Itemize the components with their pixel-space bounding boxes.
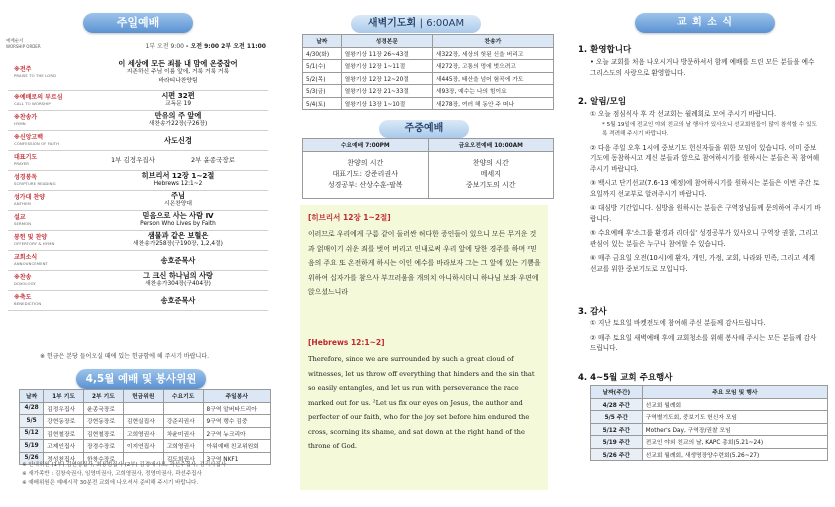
table-cell: 정성천집사 <box>44 452 84 465</box>
korean-scripture-ref: [히브리서 12장 1~2절] <box>308 213 391 222</box>
liturgy-item-subtitle: OFFERTORY & HYMN <box>14 241 55 246</box>
table-row <box>303 97 554 110</box>
duty-header: 4,5월 예배 및 봉사위원 <box>76 369 206 389</box>
wed-service-lines: 찬양의 시간 대표기도: 강준리권사 성경공부: 산상수훈-팔복 <box>303 151 429 198</box>
liturgy-item-subtitle: SERMON <box>14 221 32 226</box>
table-row <box>591 436 828 449</box>
footnote: ※ 새가족반 : 김창숙권사, 임영미권사, 고희영권사, 정영미권사, 곽선주집사 <box>22 471 202 477</box>
liturgy-item <box>8 130 268 151</box>
liturgy-detail: 바라티나찬양팀 <box>158 77 198 84</box>
table-cell: Mother's Day, 구역장/권찰 모임 <box>642 423 827 436</box>
church-news-header: 교 회 소 식 <box>635 13 775 33</box>
thanks-title: 3. 감사 <box>578 307 607 317</box>
notice-item: ④ 대심방 기간입니다. 심방을 원하시는 분들은 구역장님들께 문의하여 주시기 바랍니다. <box>590 204 821 223</box>
liturgy-detail: 샘물과 같은 보혈은 <box>147 231 209 240</box>
notice-item: ⑤ 수요예배 후'소그룹 환경과 리더십' 성경공부가 있사오니 구역장 권찰, 그리고 관심이 있는 분들은 누구나 참여할 수 있습니다. <box>590 229 818 248</box>
table-cell: 8구역 알버타드리아 <box>203 402 270 415</box>
liturgy-detail: 시온찬양대 <box>164 201 192 207</box>
english-scripture-ref: [Hebrews 12:1~2] <box>308 338 385 347</box>
fri-service-lines: 찬양의 시간 메세지 중보기도의 시간 <box>428 151 554 198</box>
table-cell: 강현동장로 <box>84 415 124 428</box>
table-row <box>303 47 554 60</box>
events-title: 4. 4~5월 교회 주요행사 <box>578 373 673 383</box>
news-column <box>570 0 835 507</box>
liturgy-item-title: ※찬송가 <box>14 114 38 121</box>
welcome-text: • 오늘 교회를 처음 나오시거나 방문하셔서 함께 예배를 드린 모든 분들을 예수 그리스도의 사랑으로 환영합니다. <box>590 58 815 77</box>
liturgy-item-title: 성가대 찬양 <box>14 194 46 201</box>
notice-title: 2. 알림/모임 <box>578 97 627 107</box>
liturgy-item-subtitle: CONFESSION OF FAITH <box>14 141 60 146</box>
table-cell: 4/30(화) <box>303 47 342 60</box>
table-header-cell: 주요 모임 및 행사 <box>642 386 827 399</box>
table-cell: 이지연집사 <box>123 440 163 453</box>
korean-scripture-text: 이러므로 우리에게 구름 같이 둘러싼 허다한 증인들이 있으니 모든 무거운 것과 얽매이기 쉬운 죄를 벗어 버리고 인내로써 우리 앞에 당한 경주를 하며 ²믿음의 주요 또 온전하게 하시는 이인 예수를 바라보자 그는 그 앞에 있는 기쁨을 위하여 십자가를 참으사 부끄러움을 개의치 아니하시더니 하나님 보좌 우편에 앉으셨느니라 <box>308 230 541 296</box>
order-label-kr: 예배순서 <box>6 39 24 44</box>
table-cell: 5/5 주간 <box>591 411 643 424</box>
table-header-cell: 수요기도 <box>163 390 203 403</box>
table-cell <box>163 402 203 415</box>
liturgy-item <box>8 90 268 111</box>
table-cell: 열왕기상 12장 12~20절 <box>341 72 432 85</box>
table-row <box>20 427 271 440</box>
table-cell: 김정우집사 <box>44 402 84 415</box>
liturgy-detail: 주님 <box>171 191 185 200</box>
thanks-item: ② 매주 토요일 새벽예배 후에 교회청소를 위해 봉사해 주시는 모든 분들께 감사드립니다. <box>590 333 817 352</box>
liturgy-item <box>8 190 268 211</box>
table-row <box>303 60 554 73</box>
table-header-cell: 날짜 <box>303 35 342 48</box>
liturgy-item <box>8 270 268 291</box>
table-cell: 5/4(토) <box>303 97 342 110</box>
table-cell: 5/26 <box>20 452 44 465</box>
table-header-cell: 헌금위원 <box>123 390 163 403</box>
liturgy-item-subtitle: ANNOUNCEMENT <box>14 261 48 266</box>
liturgy-item-subtitle: PRAISE TO THE LORD <box>14 73 57 78</box>
liturgy-detail: 1부 김정우집사 <box>111 155 155 164</box>
table-header-cell: 찬송가 <box>432 35 553 48</box>
table-cell: 아워예배 친교위원회 <box>203 440 270 453</box>
table-header-cell: 1부 기도 <box>44 390 84 403</box>
table-row <box>303 85 554 98</box>
liturgy-item-title: ※전주 <box>14 66 32 73</box>
wed-service-label: 수요예배 7:00PM <box>303 139 429 152</box>
table-cell: 김도희권사 <box>163 452 203 465</box>
table-cell: 새322장, 세상의 헛된 신을 버리고 <box>432 47 553 60</box>
table-cell: 강준리권사 <box>163 415 203 428</box>
duty-table <box>19 389 271 465</box>
liturgy-item-title: ※축도 <box>14 294 32 301</box>
table-cell: 5/3(금) <box>303 85 342 98</box>
table-cell: 윤종국장로 <box>84 402 124 415</box>
table-cell: 열왕기상 13장 1~10절 <box>341 97 432 110</box>
table-row <box>591 423 828 436</box>
liturgy-item <box>8 54 268 91</box>
liturgy-item-title: 설교 <box>14 214 26 221</box>
table-header-cell: 날짜(주간) <box>591 386 643 399</box>
liturgy-detail: 2부 윤종국장로 <box>191 155 235 164</box>
scripture-box <box>300 205 548 490</box>
liturgy-detail: 송호준목사 <box>160 255 196 265</box>
table-row <box>20 440 271 453</box>
liturgy-item-title: ※찬송 <box>14 274 32 281</box>
table-cell: 차윤미권사 <box>163 427 203 440</box>
liturgy-item-title: 교회소식 <box>14 254 38 261</box>
worship-column <box>0 0 280 507</box>
liturgy-detail: 히브리서 12장 1~2절 <box>141 171 215 180</box>
table-cell: 고제인집사 <box>44 440 84 453</box>
fri-service-label: 금요오전예배 10:00AM <box>428 139 554 152</box>
dawn-prayer-table <box>302 34 554 110</box>
table-header-cell: 날짜 <box>20 390 44 403</box>
thanks-list <box>590 318 822 358</box>
table-cell: 장경수장로 <box>84 440 124 453</box>
table-cell: 5/2(목) <box>303 72 342 85</box>
midweek-header: 주중예배 <box>379 120 469 138</box>
table-cell: 2구역 뉴크리아 <box>203 427 270 440</box>
liturgy-item-subtitle: ANTHEM <box>14 201 31 206</box>
table-cell: 5/1(수) <box>303 60 342 73</box>
table-cell: 새445장, 태산을 넘어 험곡에 가도 <box>432 72 553 85</box>
notice-item: ② 다음 주일 오후 1시에 중보기도 헌신자들을 위한 모임이 있습니다. 이미 중보기도에 동참하시고 계신 분들과 앞으로 참여하시기를 원하시는 분들은 꼭 참여해 주시기 바랍니다. <box>590 143 820 173</box>
table-cell: 구역별기도회, 중보기도 헌신자 모임 <box>642 411 827 424</box>
liturgy-item-title: 봉헌 및 찬양 <box>14 234 48 241</box>
liturgy-detail: 새찬송가258장(구190장, 1,2,4절) <box>133 241 223 247</box>
table-cell: 강현동장로 <box>44 415 84 428</box>
liturgy-detail: 믿음으로 사는 사람 Ⅳ <box>142 211 214 220</box>
table-cell: 선교회 월례회 <box>642 398 827 411</box>
liturgy-item-title: 대표기도 <box>14 154 38 161</box>
table-row <box>303 72 554 85</box>
table-cell: 5/5 <box>20 415 44 428</box>
liturgy-item-subtitle: BENEDICTION <box>14 301 42 306</box>
liturgy-item-subtitle: PRAYER <box>14 161 30 166</box>
liturgy-detail: 새찬송가304장(구404장) <box>145 281 211 287</box>
liturgy-item-title: ※신앙고백 <box>14 134 44 141</box>
duty-footnotes <box>22 461 226 488</box>
liturgy-detail: 이 세상에 모든 죄를 내 맘에 온중잡어 <box>118 58 238 68</box>
table-header-cell: 성경본문 <box>341 35 432 48</box>
footnote: ※ 예배위원은 예배시작 30분전 교회에 나오셔서 준비해 주시기 바랍니다. <box>22 480 199 486</box>
liturgy-item-title: ※예배로의 부르심 <box>14 94 63 101</box>
table-row <box>591 398 828 411</box>
table-cell: 새278장, 여러 해 동안 주 떠나 <box>432 97 553 110</box>
liturgy-item-subtitle: DOXOLOGY <box>14 281 36 286</box>
table-cell: 4/28 주간 <box>591 398 643 411</box>
table-cell: 선교회 월례회, 새생명장양수련회(5.26~27) <box>642 448 827 461</box>
liturgy-detail: Person Who Lives by Faith <box>140 221 216 227</box>
table-cell: 5/19 주간 <box>591 436 643 449</box>
thanks-item: ① 지난 토요일 바켓전도에 참여해 주신 분들께 감사드립니다. <box>590 319 766 327</box>
notice-item: ① 오늘 점심식사 후 각 선교회는 월례회로 모여 주시기 바랍니다. <box>590 110 777 118</box>
table-row <box>20 415 271 428</box>
table-cell: 5/19 <box>20 440 44 453</box>
notice-item: ⑥ 매주 금요일 오전(10시)에 환자, 개인, 가정, 교회, 나라와 민족, 그리고 세계 선교를 위한 중보기도로 모입니다. <box>590 254 815 273</box>
table-cell: 고희영권사 <box>163 440 203 453</box>
table-row <box>591 411 828 424</box>
midweek-table <box>302 138 554 199</box>
liturgy-item <box>8 150 268 171</box>
liturgy-item <box>8 170 268 191</box>
english-scripture-text: Therefore, since we are surrounded by such a great cloud of witnesses, let us throw off everything that hinders and the sin that so easily entangles, and let us run with perseverance the race marked out for us. ²Let us fix our eyes on Jesus, the author and perfecter of our faith, who for the joy set before him endured the cross, scorning its shame, and sat down at the right hand of the throne of God. <box>308 355 535 450</box>
liturgy-item <box>8 290 268 311</box>
liturgy-item <box>8 210 268 231</box>
table-cell: 5/12 주간 <box>591 423 643 436</box>
welcome-title: 1. 환영합니다 <box>578 45 632 55</box>
table-cell: 새93장, 예수는 나의 힘이요 <box>432 85 553 98</box>
liturgy-detail: 사도신경 <box>164 135 192 145</box>
table-cell: 열왕기상 12장 21~33절 <box>341 85 432 98</box>
table-cell: 김현철장로 <box>84 427 124 440</box>
order-label-en: WORSHIP ORDER <box>6 44 41 49</box>
notice-item: * 5월 19일에 전교인 야외 친교의 날 행사가 있사오니 선교회원들이 많이 참석할 수 있도록 격려해 주시기 바랍니다. <box>602 121 817 137</box>
footnote: ※ 안내위원 (1부) 김연영집사, 최용범집사 (2부) 김경애사모, 곽선주집사, 김리사집사 <box>22 462 227 468</box>
table-row <box>20 402 271 415</box>
liturgy-detail: 교독문 19 <box>164 101 192 107</box>
table-header-cell: 주일봉사 <box>203 390 270 403</box>
liturgy-detail: 송호준목사 <box>160 295 196 305</box>
liturgy-item <box>8 230 268 251</box>
table-cell: 고희영권사 <box>123 427 163 440</box>
table-cell: 전교인 야외 친교의 날, KAPC 총회(5.21~24) <box>642 436 827 449</box>
table-cell <box>123 402 163 415</box>
table-cell: 새272장, 고통의 멍에 벗으려고 <box>432 60 553 73</box>
liturgy-detail: 새찬송가22장(구26장) <box>148 121 208 127</box>
service-times: 1부 오전 9:00 - 오전 9:00 2부 오전 11:00 <box>145 43 266 50</box>
table-cell: 4/28 <box>20 402 44 415</box>
liturgy-detail: 지존하신 주님 이름 앞에, 거룩 거룩 거룩 <box>126 68 230 75</box>
offering-note: ※ 헌금은 본당 들어오실 때에 있는 헌금함에 해 주시기 바랍니다. <box>40 353 210 360</box>
table-cell: 5/12 <box>20 427 44 440</box>
liturgy-item-subtitle: CALL TO WORSHIP <box>14 101 51 106</box>
table-cell: 9구역 랭수 김중 <box>203 415 270 428</box>
liturgy-detail: Hebrews 12:1~2 <box>153 181 203 187</box>
table-cell: 김현철장로 <box>44 427 84 440</box>
notice-list <box>590 109 822 278</box>
liturgy-item-subtitle: SCRIPTURE READING <box>14 181 56 186</box>
liturgy-item-subtitle: HYMN <box>14 121 26 126</box>
table-cell: 5/26 주간 <box>591 448 643 461</box>
sunday-worship-header: 주일예배 <box>83 13 193 33</box>
table-cell: 열왕기상 11장 26~43절 <box>341 47 432 60</box>
liturgy-item <box>8 110 268 131</box>
table-cell: 한창수장로 <box>84 452 124 465</box>
dawn-prayer-header: 새벽기도회 | 6:00AM <box>351 15 481 33</box>
events-table <box>590 385 828 461</box>
table-header-cell: 2부 기도 <box>84 390 124 403</box>
liturgy-detail: 그 크신 하나님의 사랑 <box>143 271 213 280</box>
notice-item: ③ 백시고 단기선교(7.6-13 예정)에 참여하시기를 원하시는 분들은 이번 주간 토요일까지 선교부로 알려주시기 바랍니다. <box>590 179 820 198</box>
liturgy-detail: 시편 32편 <box>161 91 195 100</box>
table-cell: 열왕기상 12장 1~11절 <box>341 60 432 73</box>
table-row <box>591 448 828 461</box>
table-cell: 김현실집사 <box>123 415 163 428</box>
table-cell: 3구역 NKF1 <box>203 452 270 465</box>
liturgy-item-title: 성경봉독 <box>14 174 38 181</box>
liturgy-detail: 만유의 주 앞에 <box>154 111 202 120</box>
liturgy-item <box>8 250 268 271</box>
